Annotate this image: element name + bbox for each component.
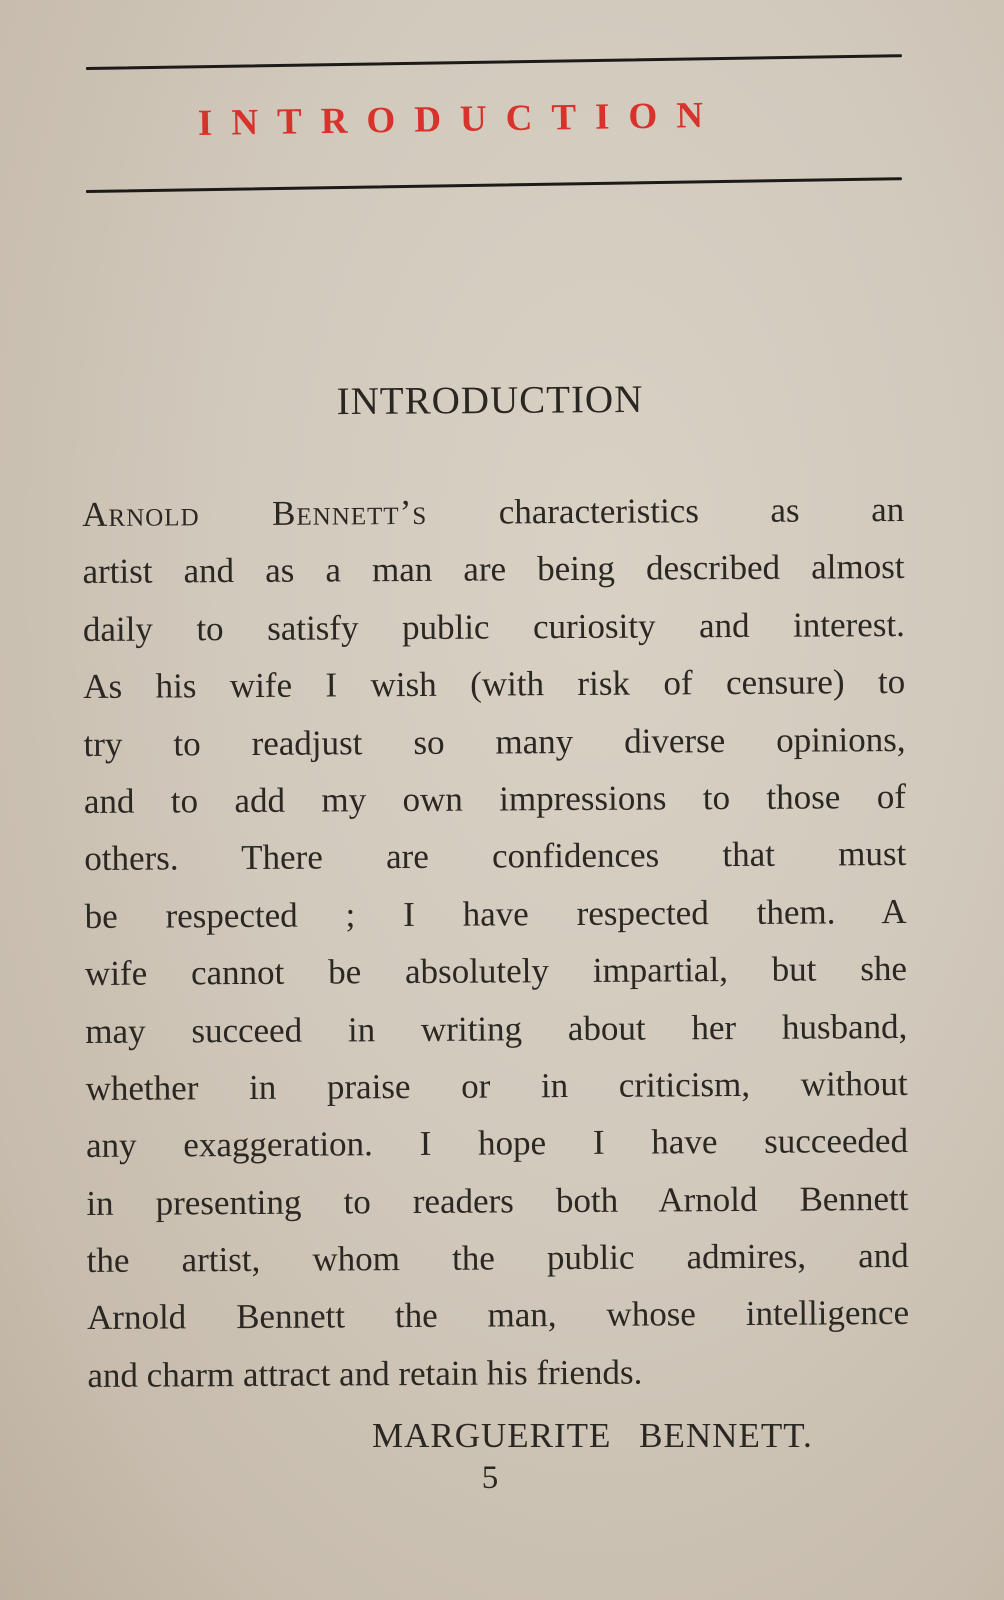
- text-line: Arnold Bennett the man, whose intelligence: [86, 1293, 910, 1338]
- text-line: others. There are confidences that must: [84, 834, 907, 879]
- text-line: As his wife I wish (with risk of censure) to: [83, 662, 906, 707]
- author-signature: MARGUERITE BENNETT.: [372, 1416, 813, 1455]
- text-line: wife cannot be absolutely impartial, but she: [84, 949, 908, 994]
- header-bottom-rule: [86, 177, 902, 193]
- text-line: may succeed in writing about her husband,: [85, 1006, 908, 1051]
- chapter-title: INTRODUCTION: [336, 377, 644, 424]
- text-line: whether in praise or in criticism, without: [85, 1063, 908, 1108]
- header-top-rule: [86, 54, 902, 70]
- text-line: try to readjust so many diverse opinions,: [83, 719, 906, 764]
- text-line: the artist, whom the public admires, and: [86, 1236, 909, 1281]
- running-head: INTRODUCTION: [197, 94, 723, 144]
- opening-name: Arnold Bennett’s: [82, 492, 428, 534]
- text-line: any exaggeration. I hope I have succeeded: [85, 1121, 909, 1166]
- text-line: in presenting to readers both Arnold Bennett: [86, 1178, 909, 1223]
- text-line: artist and as a man are being described almost: [82, 547, 905, 592]
- text-line: and charm attract and retain his friends.: [87, 1352, 643, 1395]
- text-line: and to add my own impressions to those of: [83, 776, 907, 821]
- page-number: 5: [481, 1460, 499, 1496]
- text-line: daily to satisfy public curiosity and interest.: [82, 604, 905, 649]
- text-line: be respected ; I have respected them. A: [84, 891, 907, 936]
- introduction-text: [82, 481, 910, 1404]
- text-line: Arnold Bennett’s characteristics as an: [82, 489, 905, 534]
